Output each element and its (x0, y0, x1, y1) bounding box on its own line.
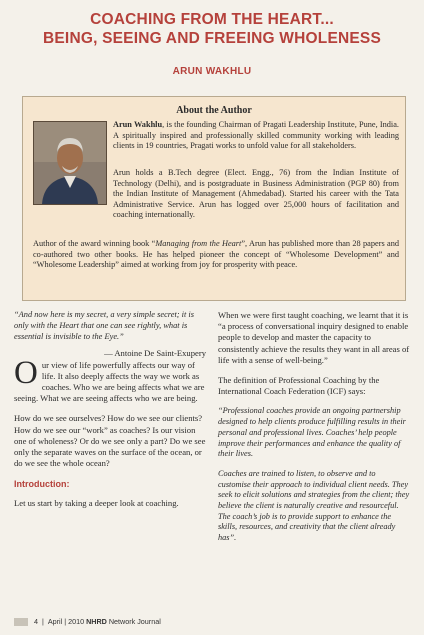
article-title (10, 10, 414, 48)
issue-date: April | 2010 (47, 617, 85, 626)
title-line-1: COACHING FROM THE HEART... (90, 11, 334, 28)
page-number: 4 (34, 617, 38, 626)
bio-text-3a: Author of the award winning book “ (33, 239, 156, 248)
journal-name-bold: NHRD (86, 617, 107, 626)
author-byline: ARUN WAKHLU (172, 66, 252, 77)
page-footer: 4 | April | 2010 NHRD Network Journal (14, 617, 161, 629)
left-column (14, 310, 206, 518)
opening-text: ur view of life powerfully affects our way of life. It also deeply affects the way we work as coaches. Who we are being affects what we are seeing. What we are seeing affects who we are being. (14, 359, 205, 404)
introduction-heading: Introduction: (14, 479, 70, 490)
journal-name: Network Journal (108, 617, 161, 626)
paragraph-questions: How do we see ourselves? How do we see our clients? How do we see our “work” as coaches? Is our vision one of wholeness? Or do we see only a part? Do we see only the separate waves on the surface of the ocean, or do we see the whole ocean? (14, 413, 206, 469)
drop-cap: O (14, 354, 38, 391)
icf-quote-1: “Professional coaches provide an ongoing partnership designed to help clients produce fulfilling results in their personal and professional lives. Coaches’ help people improve their performances and enhance the quality of their lives. (218, 406, 406, 459)
book-title: Managing from the Heart (155, 239, 242, 248)
epigraph-attribution: — Antoine De Saint-Exupery (104, 348, 206, 359)
bio-text-3b: ”, Arun has published more than 28 papers and co-authored two other books. He has helped pioneer the concept of “Wholesome Development” and “Wholesome Leadership” aimed at working from joy for prosperity with peace. (33, 239, 399, 270)
author-photo (33, 121, 107, 205)
bio-paragraph-1 (113, 120, 399, 152)
bio-name: Arun Wakhlu (113, 120, 163, 129)
opening-paragraph (14, 354, 206, 405)
right-column (218, 310, 410, 553)
about-author-box (22, 96, 406, 301)
paragraph-intro: Let us start by taking a deeper look at coaching. (14, 497, 179, 508)
paragraph-coaching-definition: When we were first taught coaching, we learnt that it is “a process of conversational inquiry designed to enable people to develop and master the capacity to consistently achieve the results they want in all areas of life with a sense of well-being.” (218, 310, 410, 365)
bio-paragraph-3 (33, 239, 399, 271)
title-line-2: BEING, SEEING AND FREEING WHOLENESS (43, 30, 381, 47)
paragraph-icf: The definition of Professional Coaching by the International Coach Federation (ICF) says: (218, 375, 380, 397)
icf-quote-2: Coaches are trained to listen, to observe and to customise their approach to individual client needs. They seek to elicit solutions and strategies from the client; they believe the client is naturally creative and resourceful. The coach’s job is to provide support to enhance the skills, resources, and creativity that the client already has”. (218, 468, 410, 543)
bio-paragraph-2: Arun holds a B.Tech degree (Elect. Engg., 76) from the Indian Institute of Technology (Delhi), and is postgraduate in Business Administration (PGP 80) from the Indian Institute of Management (Ahmedabad). Started his career with the Tata Administrative Service. Arun has logged over 25,000 hours of facilitation and coaching internationally. (113, 168, 399, 220)
about-heading: About the Author (176, 105, 252, 116)
footer-bar (14, 618, 28, 626)
bio-text-1: , is the founding Chairman of Pragati Leadership Institute, Pune, India. A spiritually inspired and professionally skilled community working with leading clients in 19 countries, Pragati works to unfold value for all stakeholders. (113, 120, 399, 151)
author-portrait-image (34, 122, 106, 204)
epigraph-quote: “And now here is my secret, a very simple secret; it is only with the Heart that one can see rightly, what is essential is invisible to the Eye.” (14, 310, 195, 341)
